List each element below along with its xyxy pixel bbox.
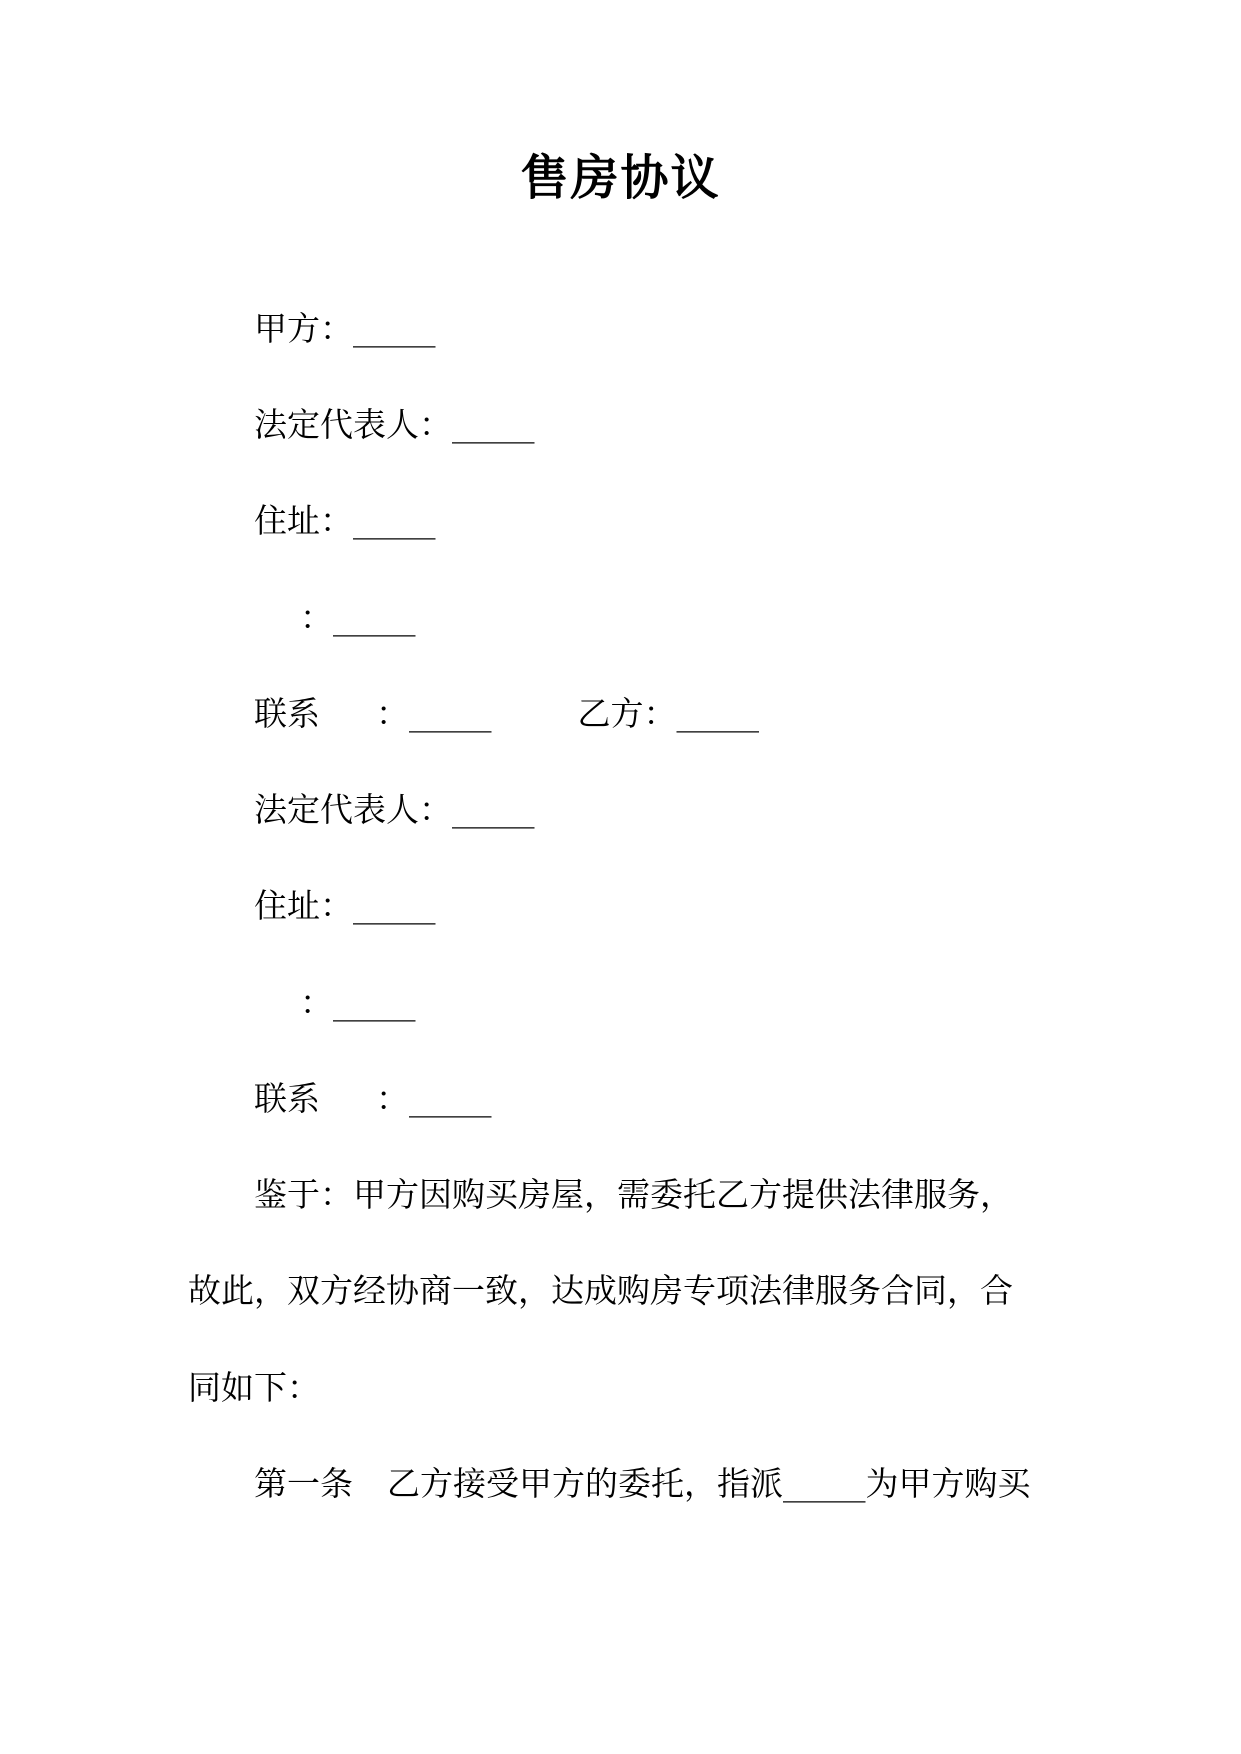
party-b-contact-row: [254, 1079, 492, 1119]
preamble-line-1: 鉴于：甲方因购买房屋，需委托乙方提供法律服务，: [254, 1175, 1013, 1214]
party-b-blank-line: ：_____: [300, 983, 416, 1022]
party-b-legal-rep-line: 法定代表人：_____: [254, 790, 535, 829]
article-1-text: 乙方接受甲方的委托，指派_____为甲方购买: [387, 1464, 1031, 1503]
party-a-address-line: 住址：_____: [254, 501, 436, 540]
party-b-name-line: 乙方：_____: [577, 694, 759, 733]
party-a-contact-row: [254, 694, 759, 734]
party-a-blank-line: ：_____: [300, 598, 416, 637]
party-b-contact-label: 联系: [254, 1079, 320, 1118]
party-b-address-line: 住址：_____: [254, 886, 436, 925]
article-1-line: [254, 1464, 1031, 1504]
party-a-name-line: 甲方：_____: [254, 309, 436, 348]
preamble-line-3: 同如下：: [188, 1368, 320, 1407]
document-title: 售房协议: [520, 150, 721, 206]
article-1-number: 第一条: [254, 1464, 353, 1503]
party-a-contact-label: 联系: [254, 694, 320, 733]
party-a-contact-value: ：_____: [376, 694, 492, 733]
party-a-legal-rep-line: 法定代表人：_____: [254, 405, 535, 444]
party-b-contact-value: ：_____: [376, 1079, 492, 1118]
preamble-line-2: 故此，双方经协商一致，达成购房专项法律服务合同，合: [188, 1271, 1013, 1310]
